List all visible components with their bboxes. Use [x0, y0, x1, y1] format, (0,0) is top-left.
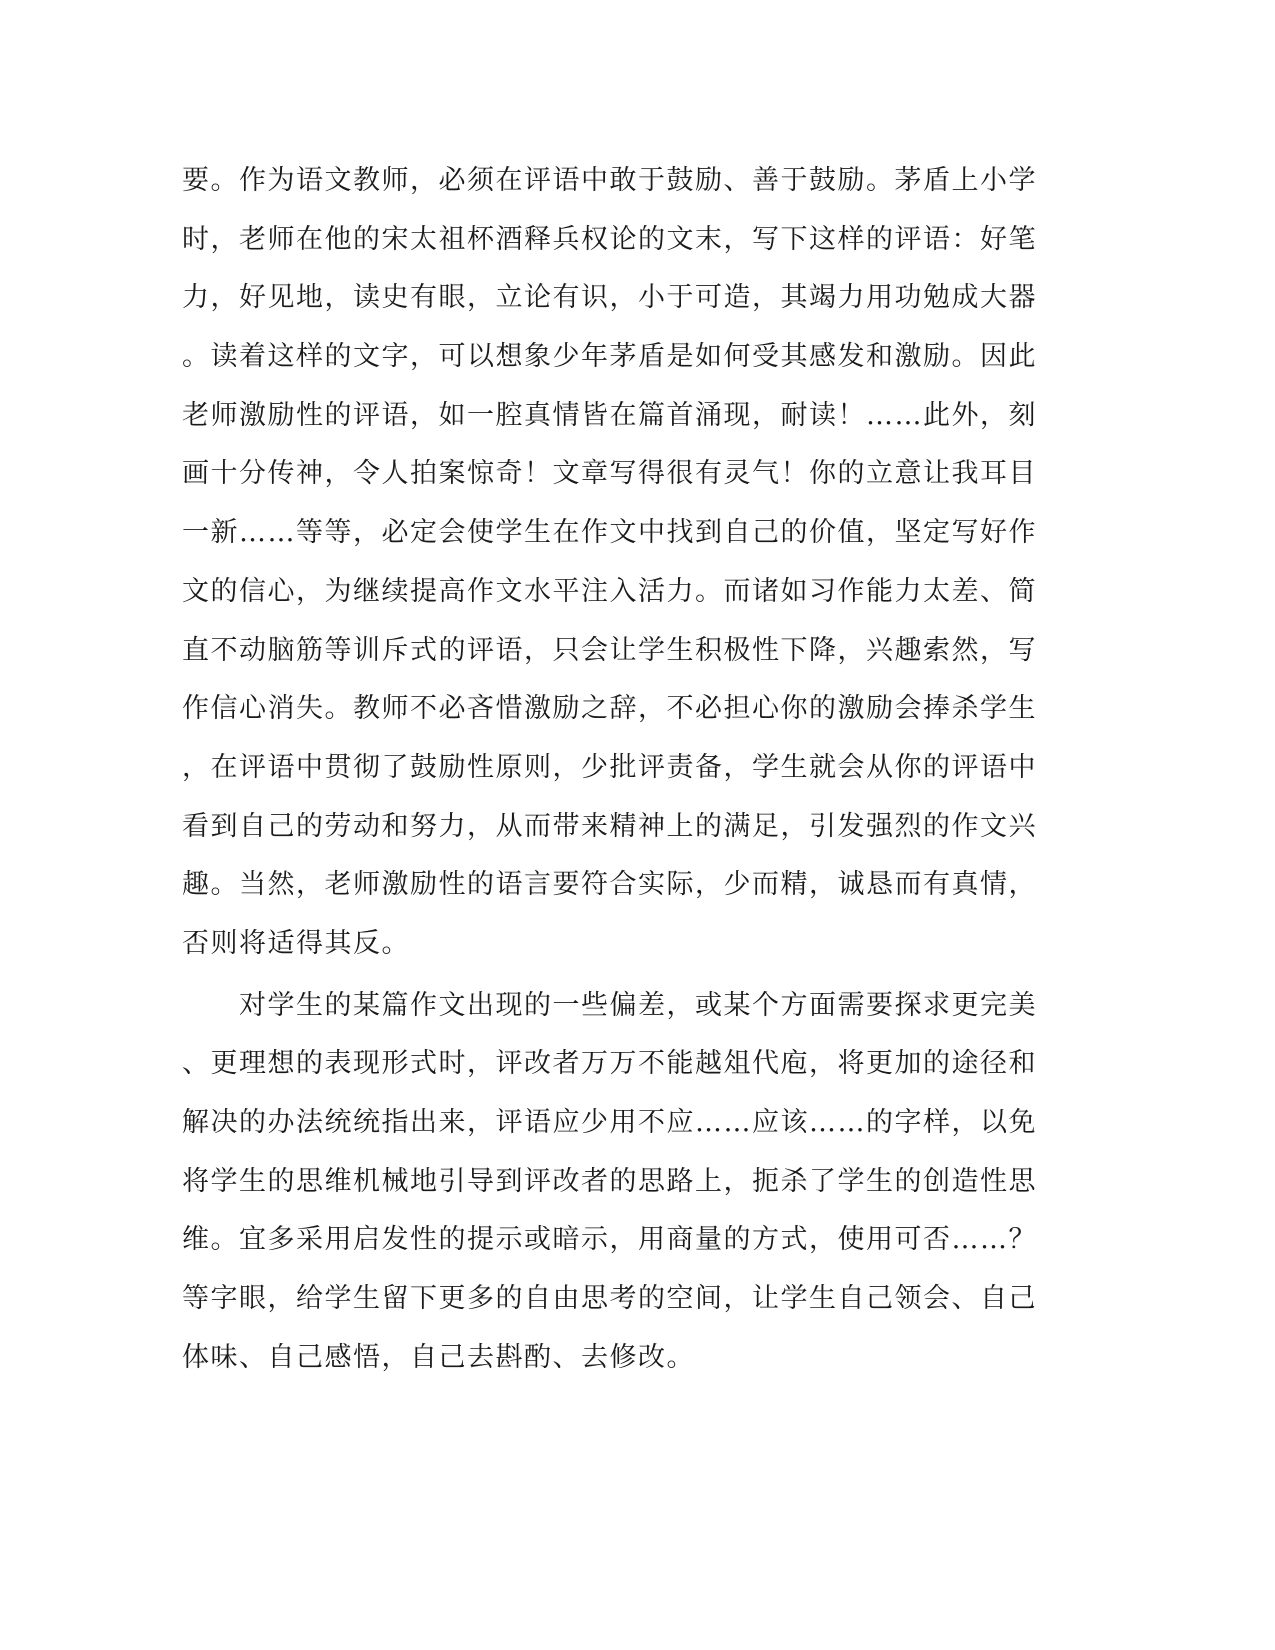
text-line: 等字眼，给学生留下更多的自由思考的空间，让学生自己领会、自己: [182, 1283, 1037, 1315]
text-line: 文的信心，为继续提高作文水平注入活力。而诸如习作能力太差、简: [182, 575, 1037, 607]
text-line: 对学生的某篇作文出现的一些偏差，或某个方面需要探求更完美: [182, 989, 1037, 1021]
text-line: 解决的办法统统指出来，评语应少用不应……应该……的字样，以免: [182, 1107, 1037, 1138]
text-line: 将学生的思维机械地引导到评改者的思路上，扼杀了学生的创造性思: [182, 1165, 1037, 1197]
paragraph-2: [182, 983, 1082, 1394]
text-line: 维。宜多采用启发性的提示或暗示，用商量的方式，使用可否……？: [182, 1224, 1037, 1256]
text-line: 。读着这样的文字，可以想象少年茅盾是如何受其感发和激励。因此: [182, 341, 1037, 373]
text-line: 、更理想的表现形式时，评改者万万不能越俎代庖，将更加的途径和: [182, 1048, 1037, 1080]
text-line: 画十分传神，令人拍案惊奇！文章写得很有灵气！你的立意让我耳目: [182, 458, 1037, 490]
text-line: 趣。当然，老师激励性的语言要符合实际，少而精，诚恳而有真情，: [182, 869, 1037, 901]
text-line: 一新……等等，必定会使学生在作文中找到自己的价值，坚定写好作: [182, 517, 1037, 549]
text-line: 体味、自己感悟，自己去斟酌、去修改。: [182, 1341, 695, 1373]
text-line: 力，好见地，读史有眼，立论有识，小于可造，其竭力用功勉成大器: [182, 282, 1037, 314]
text-line: 直不动脑筋等训斥式的评语，只会让学生积极性下降，兴趣索然，写: [182, 634, 1037, 666]
paragraph-1: [182, 158, 1082, 980]
text-line: 时，老师在他的宋太祖杯酒释兵权论的文末，写下这样的评语：好笔: [182, 223, 1037, 255]
body-text: [182, 158, 1082, 1393]
text-line: ，在评语中贯彻了鼓励性原则，少批评责备，学生就会从你的评语中: [182, 751, 1037, 783]
text-line: 老师激励性的评语，如一腔真情皆在篇首涌现，耐读！……此外，刻: [182, 399, 1037, 431]
text-line: 看到自己的劳动和努力，从而带来精神上的满足，引发强烈的作文兴: [182, 810, 1037, 842]
text-line: 要。作为语文教师，必须在评语中敢于鼓励、善于鼓励。茅盾上小学: [182, 165, 1037, 196]
text-line: 否则将适得其反。: [182, 927, 410, 959]
text-line: 作信心消失。教师不必吝惜激励之辞，不必担心你的激励会捧杀学生: [182, 693, 1037, 725]
